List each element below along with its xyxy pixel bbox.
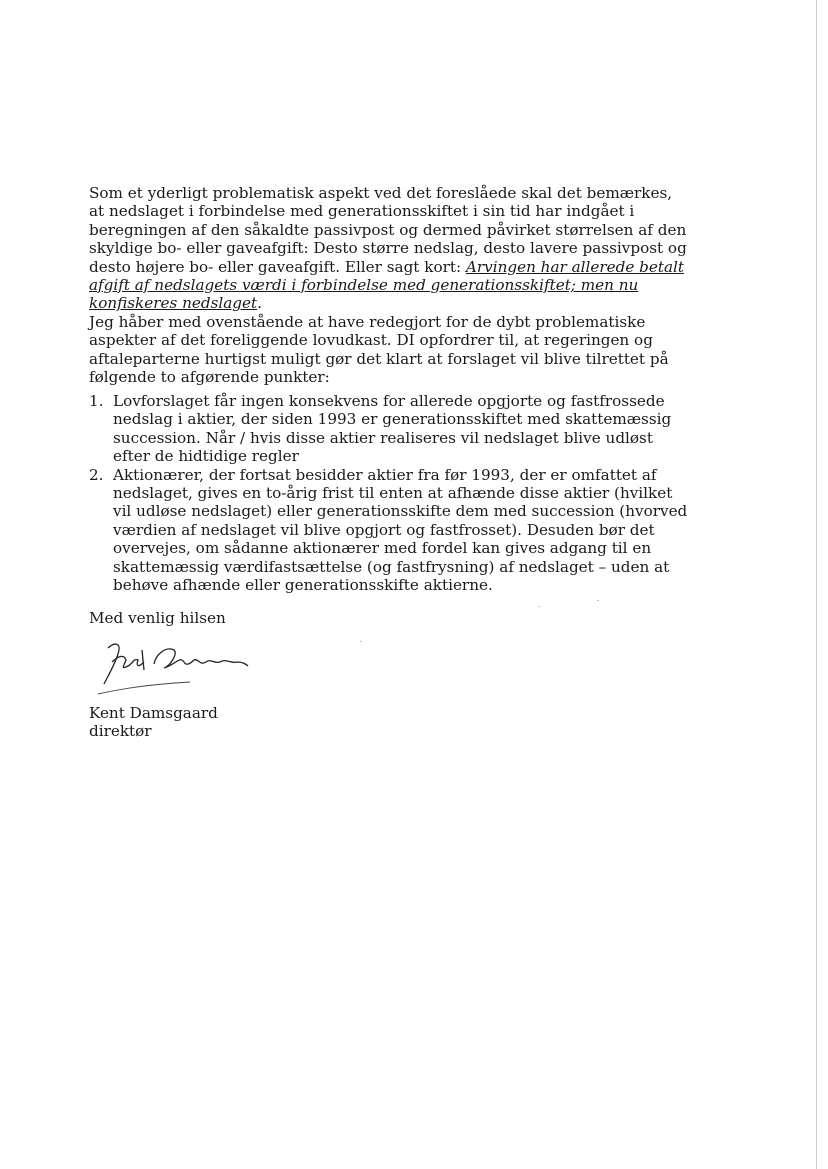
demands-list: [89, 392, 689, 594]
emphasis-underlined: Arvingen har allerede betalt afgift af nedslagets værdi i forbindelse med generationsskiftet; men nu konfiskeres nedslaget: [89, 257, 684, 313]
paragraph-passivpost: [89, 184, 689, 313]
paragraph-1-end: .: [257, 294, 262, 313]
signer-name: Kent Damsgaard: [89, 704, 218, 722]
closing-greeting: Med venlig hilsen: [89, 609, 226, 627]
scan-speck: [360, 641, 362, 642]
scan-edge-line: [816, 0, 817, 1169]
paragraph-1: [89, 184, 689, 313]
list-item: [89, 466, 689, 595]
paragraph-request: [89, 313, 689, 387]
list-number: 2.: [89, 465, 104, 484]
list-text: Lovforslaget får ingen konsekvens for allerede opgjorte og fastfrossede nedslag i aktier, der siden 1993 er generationsskiftet med skattemæssig succession. Når / hvis disse aktier realiseres vil nedslaget blive udløst efter de hidtidige regler: [113, 392, 672, 466]
scan-speck: [538, 606, 540, 607]
list-number: 1.: [89, 392, 104, 410]
list-item: [89, 392, 689, 466]
list-text: Aktionærer, der fortsat besidder aktier fra før 1993, der er omfattet af nedslaget, gives en to-årig frist til enten at afhænde disse aktier (hvilket vil udløse nedslaget) eller generationsskifte dem med succession (hvorved værdien af nedslaget vil blive opgjort og fastfrosset). Desuden bør det overvejes, om sådanne aktionærer med fordel kan gives adgang til en skattemæssig værdifastsættelse (og fastfrysning) af nedslaget – uden at behøve afhænde eller generationsskifte aktierne.: [113, 465, 688, 595]
closing-block: [89, 609, 689, 627]
paragraph-1-text: Som et yderligt problematisk aspekt ved det foreslåede skal det bemærkes, at nedslaget i forbindelse med generationsskiftet i sin tid har indgået i beregningen af den såkaldte passivpost og dermed påvirket størrelsen af den skyldige bo- eller gaveafgift: Desto større nedslag, desto lavere passivpost og desto højere bo- eller gaveafgift. Eller sagt kort:: [89, 184, 687, 276]
signer-title: direktør: [89, 722, 152, 741]
handwritten-signature: [94, 636, 254, 698]
paragraph-2: Jeg håber med ovenstående at have redegjort for de dybt problematiske aspekter af det foreliggende lovudkast. DI opfordrer til, at regeringen og aftaleparterne hurtigst muligt gør det klart at forslaget vil blive tilrettet på følgende to afgørende punkter:: [89, 313, 669, 387]
signer-block: [89, 704, 689, 741]
scan-speck: [597, 600, 599, 601]
